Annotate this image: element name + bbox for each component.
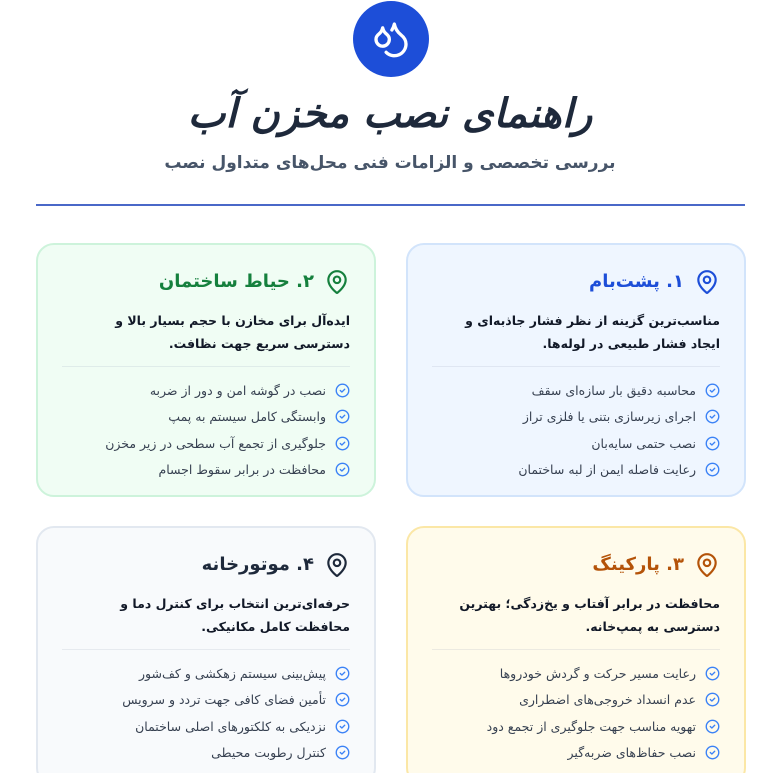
list-item-text: وابستگی کامل سیستم به پمپ	[168, 409, 326, 425]
list-item	[432, 404, 720, 431]
requirements-list	[62, 660, 350, 766]
list-item-text: اجرای زیرسازی بتنی یا فلزی تراز	[522, 409, 696, 425]
check-circle-icon	[335, 383, 350, 398]
list-item-text: نصب حتمی سایه‌بان	[591, 435, 696, 451]
requirements-list	[432, 377, 720, 483]
check-circle-icon	[335, 462, 350, 477]
list-item-text: محافظت در برابر سقوط اجسام	[158, 462, 326, 478]
list-item-text: تهویه مناسب جهت جلوگیری از تجمع دود	[486, 718, 696, 734]
list-item	[62, 660, 350, 687]
check-circle-icon	[335, 409, 350, 424]
check-circle-icon	[705, 666, 720, 681]
card-engine-room	[36, 526, 376, 773]
card-description: ایده‌آل برای مخازن با حجم بسیار بالا و دسترسی سریع جهت نظافت.	[62, 309, 350, 367]
card-roof	[406, 243, 746, 497]
card-description: مناسب‌ترین گزینه از نظر فشار جاذبه‌ای و ایجاد فشار طبیعی در لوله‌ها.	[432, 309, 720, 367]
card-title: ۴. موتورخانه	[201, 554, 314, 575]
requirements-list	[432, 660, 720, 766]
card-header	[62, 550, 350, 580]
card-yard	[36, 243, 376, 497]
page-title: راهنمای نصب مخزن آب	[187, 91, 593, 137]
list-item	[432, 740, 720, 767]
card-title: ۳. پارکینگ	[592, 554, 684, 575]
check-circle-icon	[705, 719, 720, 734]
check-circle-icon	[705, 462, 720, 477]
check-circle-icon	[335, 692, 350, 707]
card-title: ۲. حیاط ساختمان	[158, 271, 314, 292]
list-item-text: پیش‌بینی سیستم زهکشی و کف‌شور	[138, 665, 326, 681]
header-divider	[36, 204, 745, 206]
list-item-text: کنترل رطوبت محیطی	[211, 745, 326, 761]
list-item	[432, 457, 720, 484]
check-circle-icon	[335, 666, 350, 681]
list-item	[62, 740, 350, 767]
card-header	[62, 267, 350, 297]
check-circle-icon	[705, 409, 720, 424]
list-item-text: رعایت فاصله ایمن از لبه ساختمان	[518, 462, 696, 478]
card-header	[432, 550, 720, 580]
list-item	[62, 404, 350, 431]
list-item	[432, 687, 720, 714]
list-item	[62, 377, 350, 404]
list-item-text: نزدیکی به کلکتورهای اصلی ساختمان	[135, 718, 326, 734]
map-pin-icon	[324, 268, 350, 296]
list-item	[62, 457, 350, 484]
list-item	[62, 687, 350, 714]
check-circle-icon	[335, 436, 350, 451]
map-pin-icon	[694, 268, 720, 296]
check-circle-icon	[335, 719, 350, 734]
check-circle-icon	[705, 745, 720, 760]
map-pin-icon	[324, 551, 350, 579]
list-item	[432, 713, 720, 740]
map-pin-icon	[694, 551, 720, 579]
list-item	[432, 377, 720, 404]
card-title: ۱. پشت‌بام	[589, 271, 684, 292]
list-item-text: جلوگیری از تجمع آب سطحی در زیر مخزن	[105, 435, 326, 451]
list-item	[62, 713, 350, 740]
list-item-text: محاسبه دقیق بار سازه‌ای سقف	[531, 382, 696, 398]
check-circle-icon	[705, 692, 720, 707]
list-item-text: رعایت مسیر حرکت و گردش خودروها	[499, 665, 696, 681]
card-header	[432, 267, 720, 297]
water-droplets-icon	[371, 19, 411, 59]
list-item	[432, 660, 720, 687]
list-item-text: عدم انسداد خروجی‌های اضطراری	[519, 692, 696, 708]
list-item	[432, 430, 720, 457]
check-circle-icon	[335, 745, 350, 760]
page-subtitle: بررسی تخصصی و الزامات فنی محل‌های متداول نصب	[164, 153, 616, 173]
logo	[353, 1, 429, 77]
list-item-text: نصب در گوشه امن و دور از ضربه	[149, 382, 326, 398]
check-circle-icon	[705, 436, 720, 451]
card-description: محافظت در برابر آفتاب و یخ‌زدگی؛ بهترین دسترسی به پمپ‌خانه.	[432, 592, 720, 650]
card-parking	[406, 526, 746, 773]
check-circle-icon	[705, 383, 720, 398]
requirements-list	[62, 377, 350, 483]
list-item	[62, 430, 350, 457]
card-description: حرفه‌ای‌ترین انتخاب برای کنترل دما و محافظت کامل مکانیکی.	[62, 592, 350, 650]
list-item-text: نصب حفاظ‌های ضربه‌گیر	[567, 745, 696, 761]
list-item-text: تأمین فضای کافی جهت تردد و سرویس	[122, 692, 326, 708]
